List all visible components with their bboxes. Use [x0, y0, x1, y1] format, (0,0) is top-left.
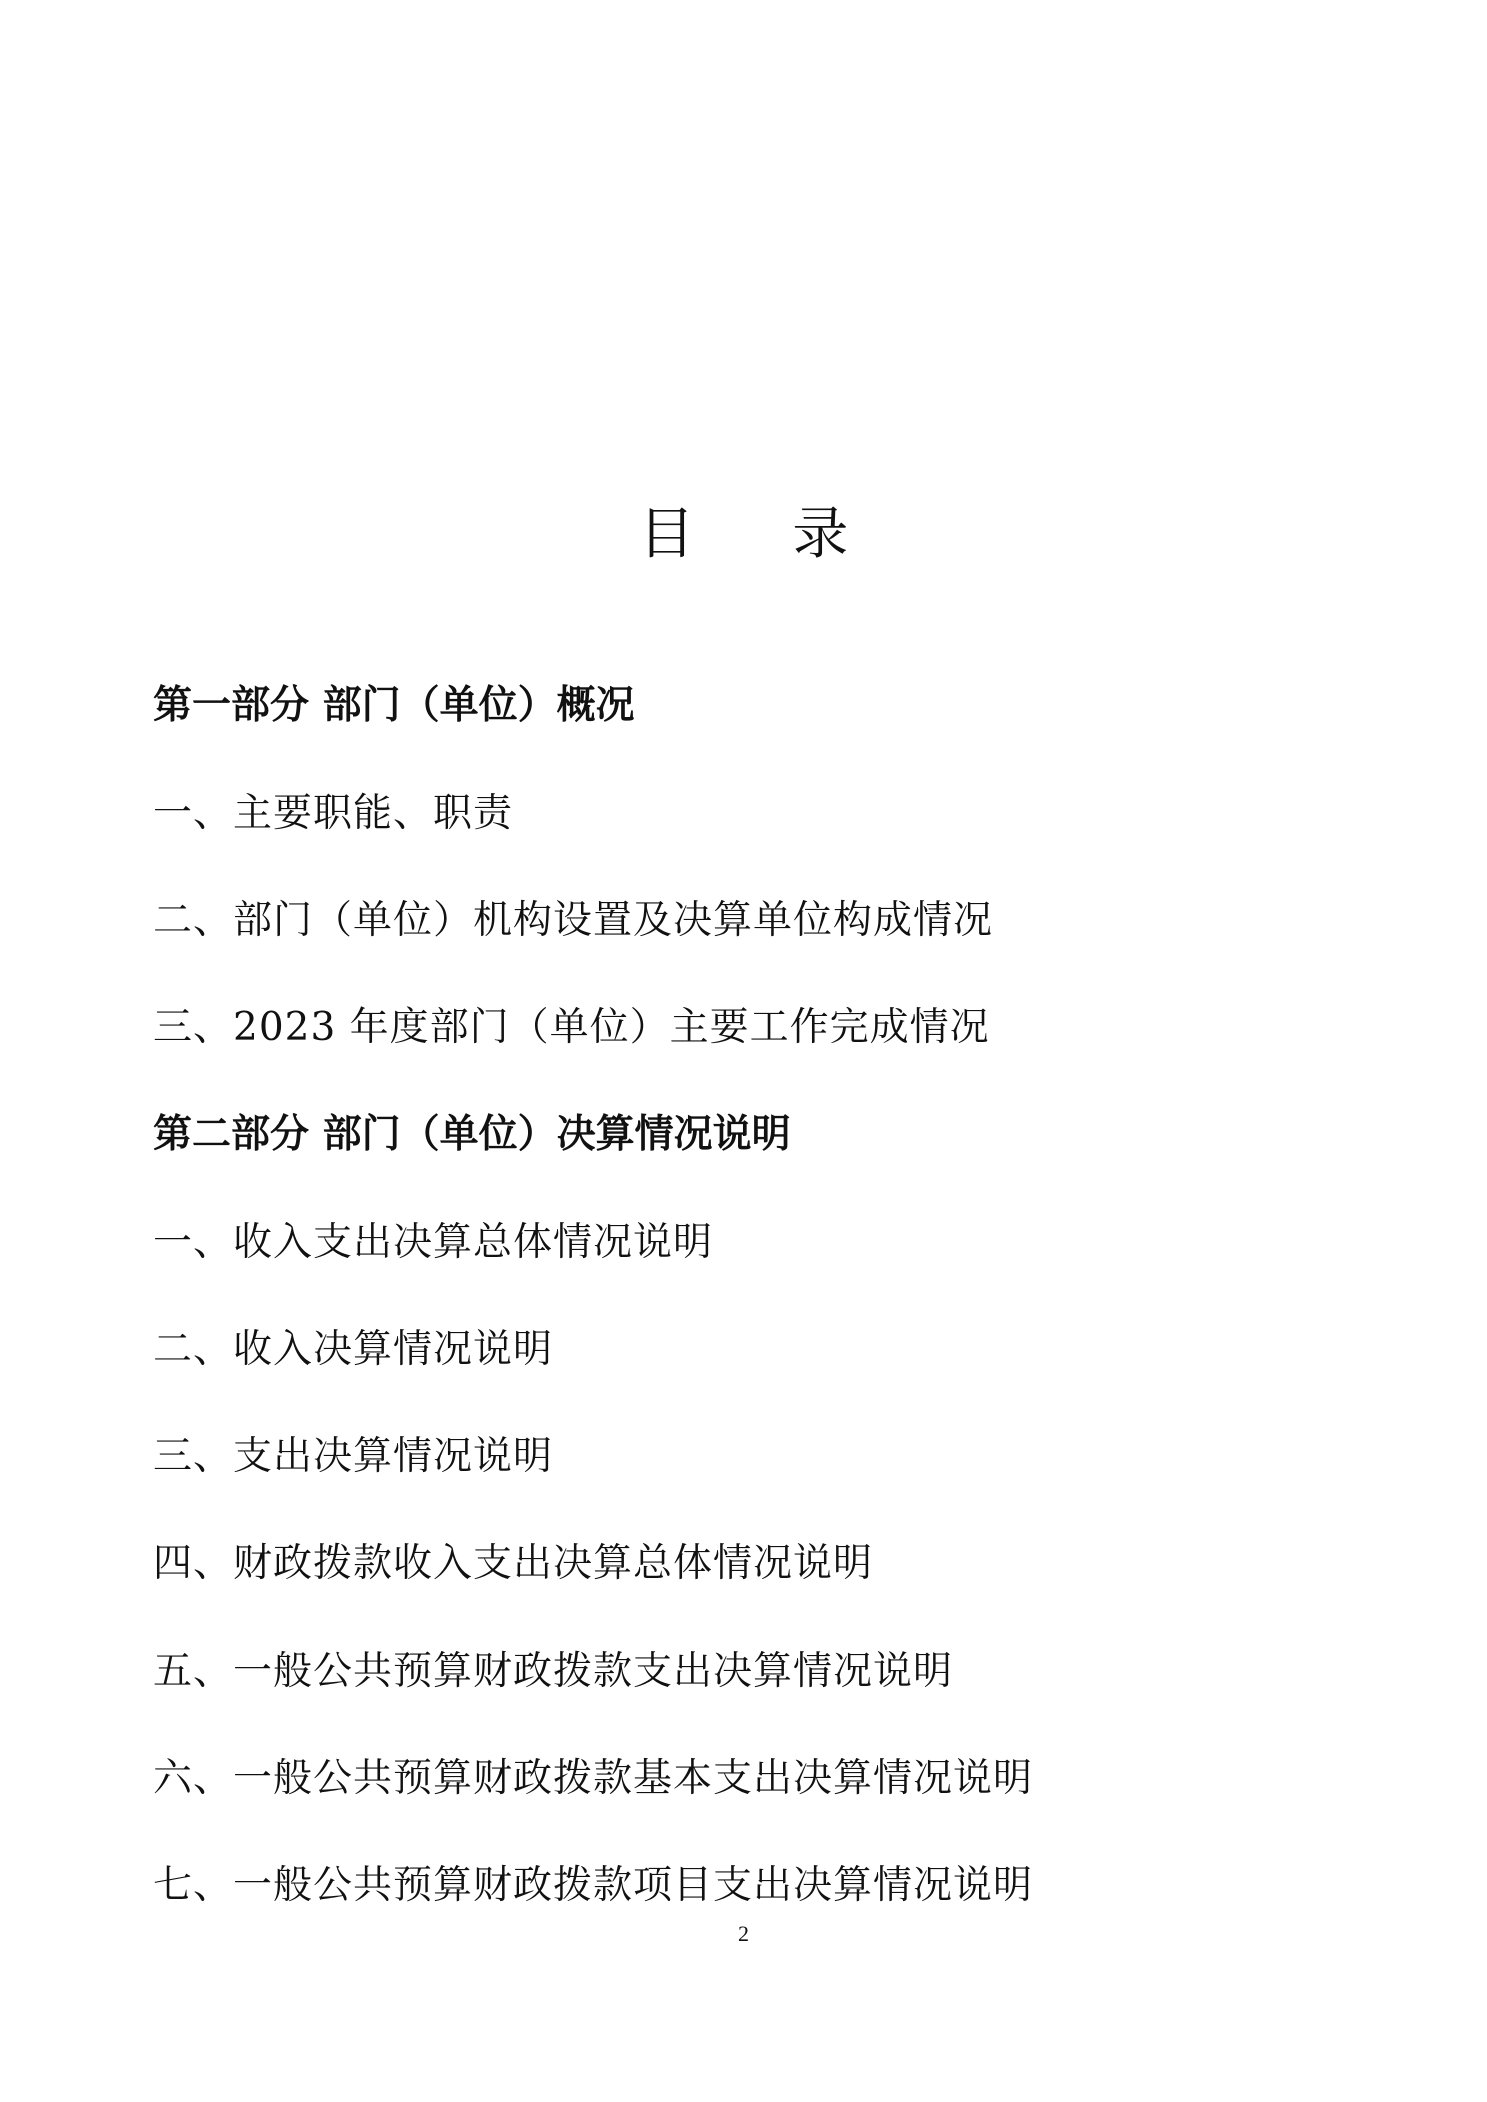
toc-item: 三、支出决算情况说明	[153, 1434, 554, 1479]
toc-item: 五、一般公共预算财政拨款支出决算情况说明	[153, 1649, 954, 1694]
page-number: 2	[738, 1921, 749, 1946]
toc-part-1: 第一部分 部门（单位）概况	[153, 683, 635, 728]
toc-item: 一、主要职能、职责	[153, 791, 514, 836]
toc-item: 二、收入决算情况说明	[153, 1327, 554, 1372]
toc-item: 一、收入支出决算总体情况说明	[153, 1220, 714, 1265]
toc-item: 六、一般公共预算财政拨款基本支出决算情况说明	[153, 1756, 1034, 1801]
page-title: 目 录	[638, 502, 889, 567]
toc-item: 三、2023 年度部门（单位）主要工作完成情况	[153, 1005, 990, 1050]
toc-item: 七、一般公共预算财政拨款项目支出决算情况说明	[153, 1863, 1034, 1908]
toc-item: 四、财政拨款收入支出决算总体情况说明	[153, 1541, 874, 1586]
toc-part-2: 第二部分 部门（单位）决算情况说明	[153, 1112, 791, 1157]
toc-item: 二、部门（单位）机构设置及决算单位构成情况	[153, 898, 994, 943]
